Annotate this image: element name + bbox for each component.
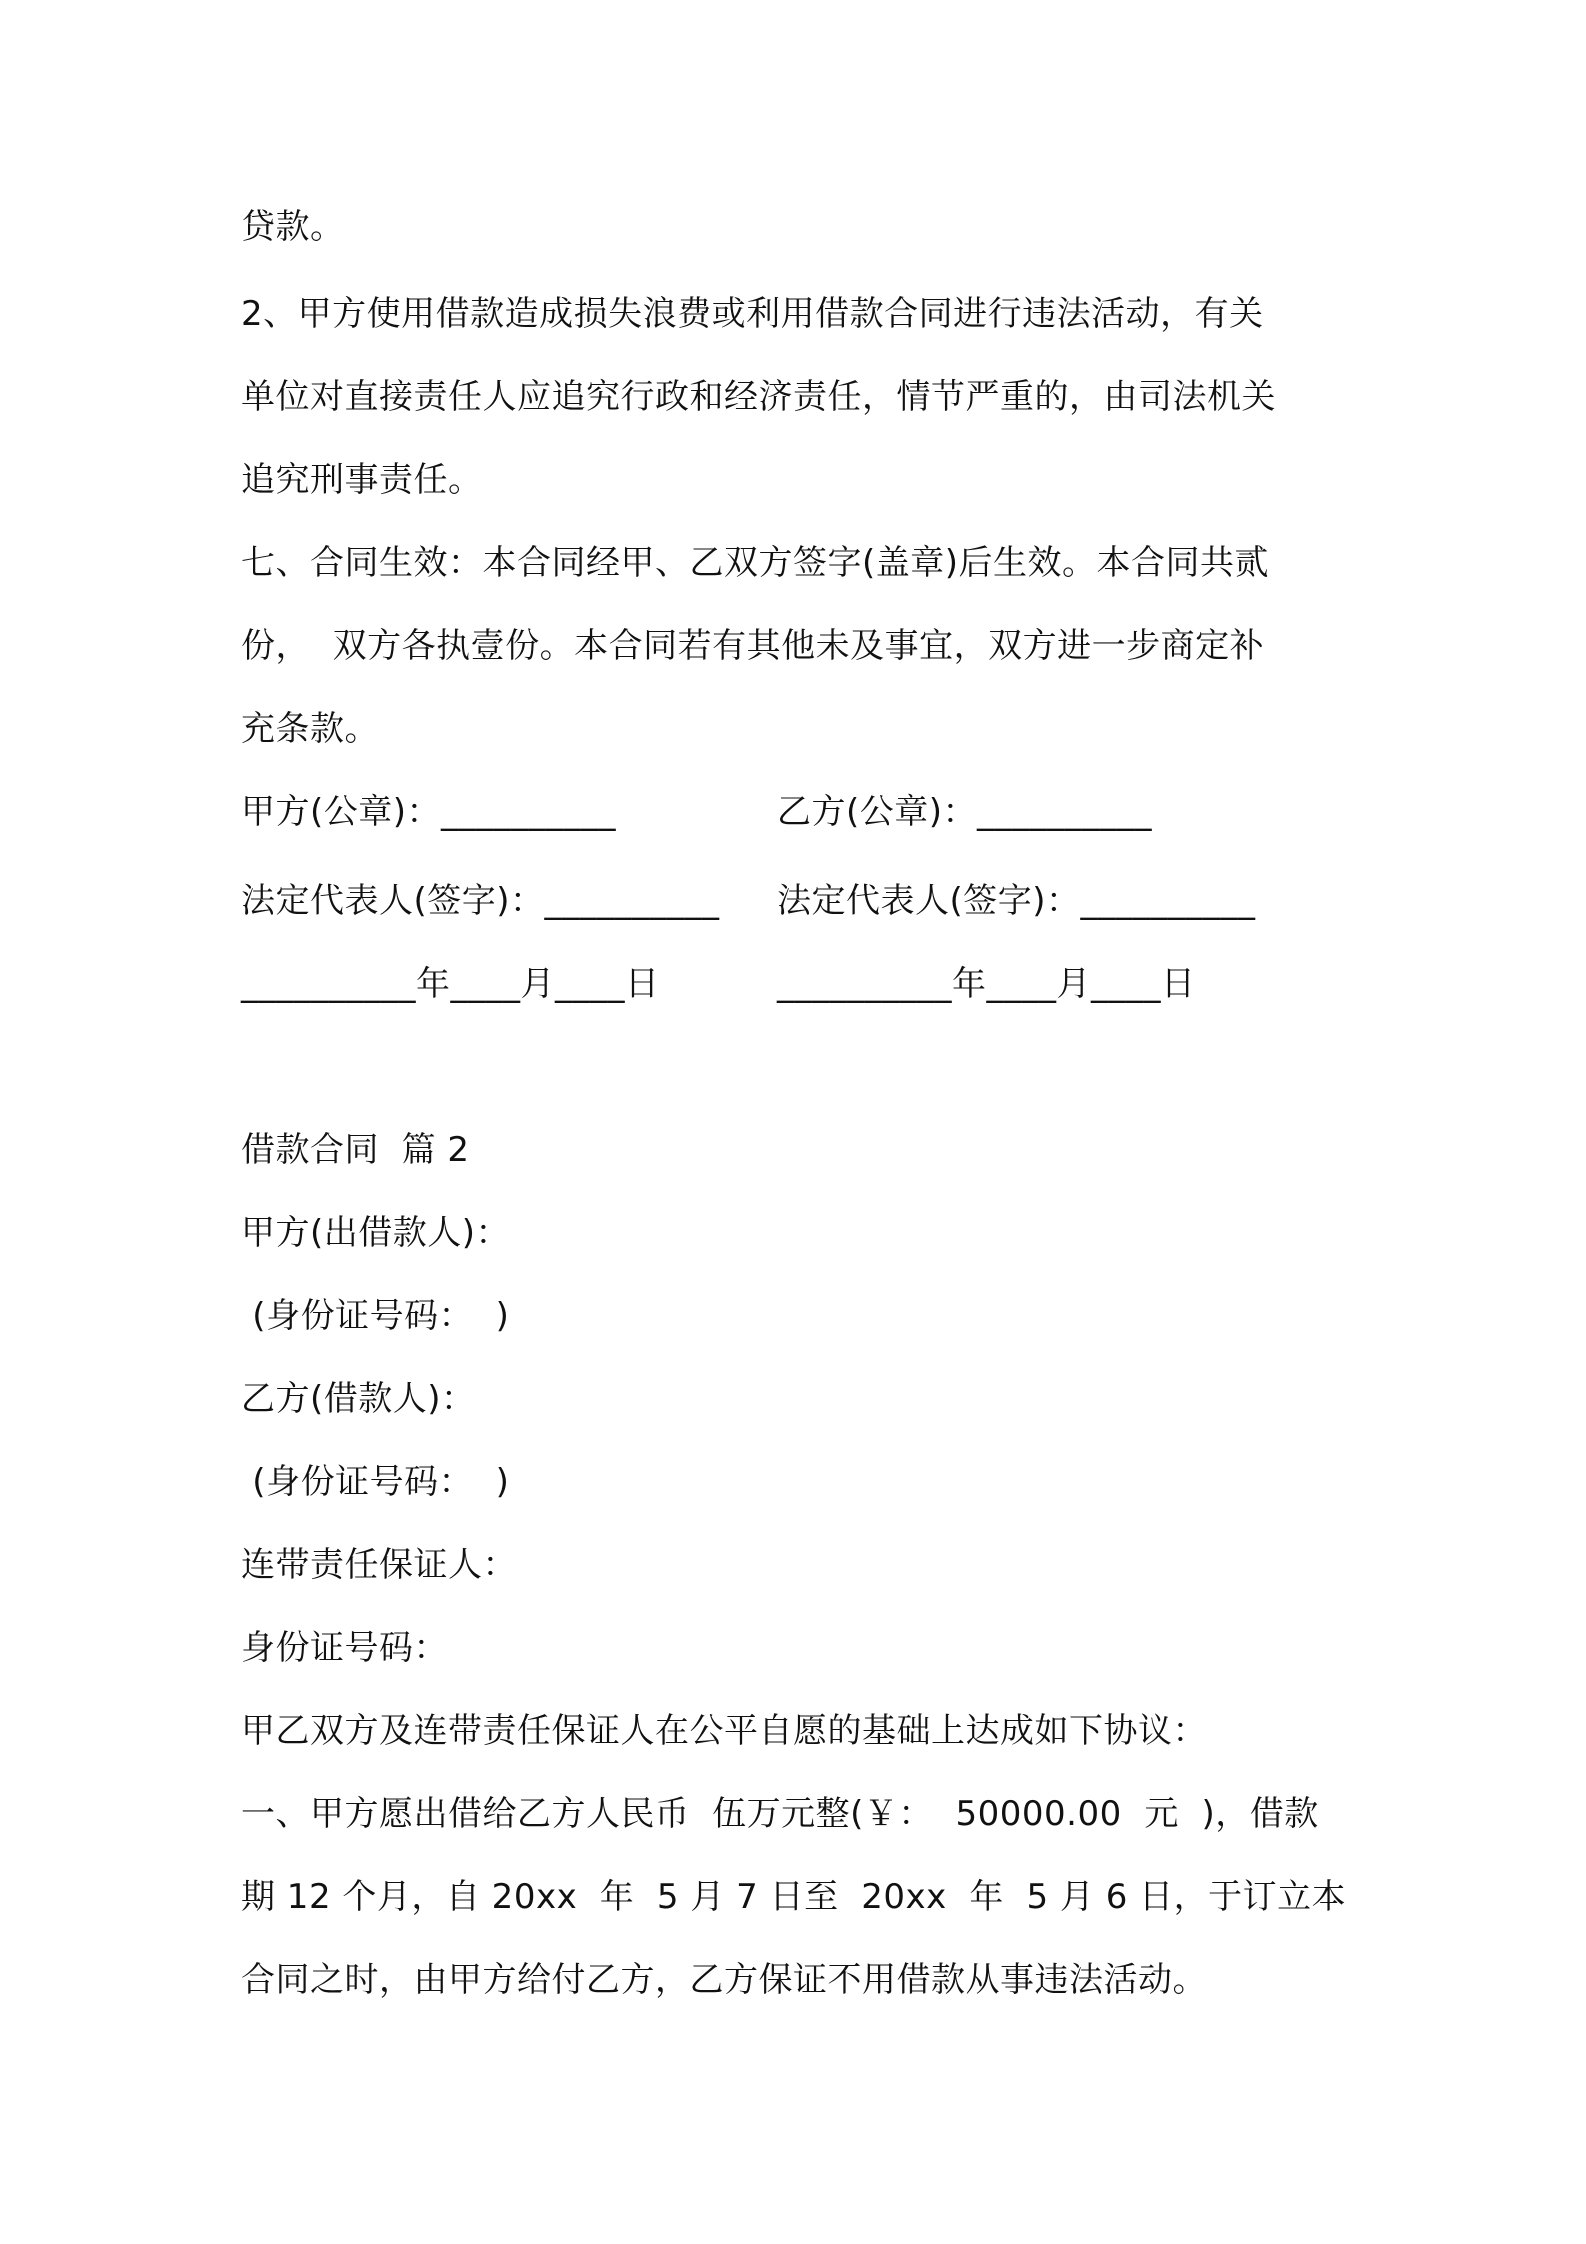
text-line-loan-end: 贷款。 [241, 207, 345, 247]
party-b-seal-field: 乙方(公章)：__________ [777, 792, 1153, 832]
party-a-seal-field: 甲方(公章)：__________ [241, 792, 617, 832]
clause-2-line-3: 追究刑事责任。 [241, 460, 483, 500]
clause-7-line-1: 七、合同生效：本合同经甲、乙双方签字(盖章)后生效。本合同共贰 [241, 543, 1270, 583]
clause-2-line-2: 单位对直接责任人应追究行政和经济责任，情节严重的，由司法机关 [241, 377, 1276, 417]
party-b-representative-field: 法定代表人(签字)：__________ [777, 881, 1256, 921]
clause-1-line-2: 期 12 个月，自 20xx 年 5 月 7 日至 20xx 年 5 月 6 日，于订立本 [241, 1877, 1347, 1917]
borrower-id-label: (身份证号码： ) [241, 1462, 510, 1502]
borrower-label: 乙方(借款人)： [241, 1379, 476, 1419]
party-a-date-field: __________年____月____日 [241, 964, 660, 1004]
clause-1-line-3: 合同之时，由甲方给付乙方，乙方保证不用借款从事违法活动。 [241, 1960, 1207, 2000]
party-b-date-field: __________年____月____日 [777, 964, 1196, 1004]
clause-7-line-3: 充条款。 [241, 709, 379, 749]
clause-7-line-2: 份， 双方各执壹份。本合同若有其他未及事宜，双方进一步商定补 [241, 626, 1265, 666]
party-a-representative-field: 法定代表人(签字)：__________ [241, 881, 720, 921]
clause-2-line-1: 2、甲方使用借款造成损失浪费或利用借款合同进行违法活动，有关 [241, 294, 1264, 334]
agreement-intro: 甲乙双方及连带责任保证人在公平自愿的基础上达成如下协议： [241, 1711, 1207, 1751]
lender-label: 甲方(出借款人)： [241, 1213, 511, 1253]
clause-1-line-1: 一、甲方愿出借给乙方人民币 伍万元整(￥： 50000.00 元 )，借款 [241, 1794, 1319, 1834]
lender-id-label: (身份证号码： ) [241, 1296, 510, 1336]
guarantor-label: 连带责任保证人： [241, 1545, 517, 1585]
contract-2-heading: 借款合同 篇 2 [241, 1130, 470, 1170]
guarantor-id-label: 身份证号码： [241, 1628, 448, 1668]
